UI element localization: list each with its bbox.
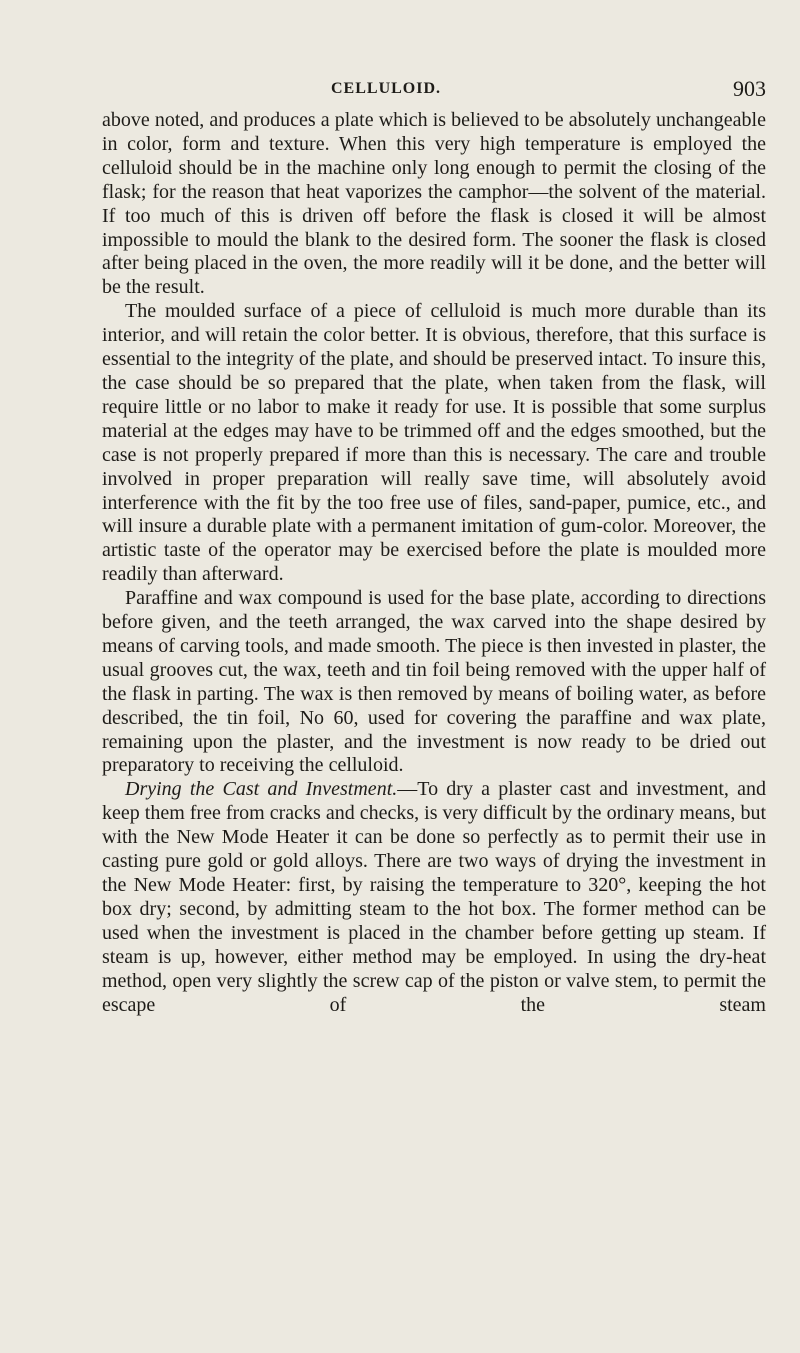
body-text <box>102 109 766 1017</box>
paragraph-paraffine-wax <box>102 587 766 778</box>
running-head <box>102 76 766 106</box>
page-number: 903 <box>733 76 766 101</box>
section-run-in-heading: Drying the Cast and Investment. <box>125 778 398 801</box>
paragraph-continued <box>102 109 766 300</box>
paragraph-text: above noted, and produces a plate which is believed to be absolutely unchangeable in color, form and texture. When this very high temperature is employed the celluloid should be in the machine only long enough to permit the closing of the flask; for the reason that heat vaporizes the camphor—the solvent of the material. If too much of this is driven off before the flask is closed it will be almost impossible to mould the blank to the desired form. The sooner the flask is closed after being placed in the oven, the more readily will it be done, and the better will be the result. <box>102 109 766 299</box>
paragraph-text: Paraffine and wax compound is used for the base plate, according to directions before given, and the teeth arranged, the wax carved into the shape desired by means of carving tools, and made smooth. The piece is then invested in plaster, the usual grooves cut, the wax, teeth and tin foil being removed with the upper half of the flask in parting. The wax is then removed by means of boiling water, as before described, the tin foil, No 60, used for covering the paraffine and wax plate, remaining upon the plaster, and the investment is now ready to be dried out preparatory to receiving the celluloid. <box>102 587 766 777</box>
paragraph-moulded-surface <box>102 300 766 587</box>
paragraph-text: The moulded surface of a piece of celluloid is much more durable than its interior, and will retain the color better. It is obvious, therefore, that this surface is essential to the integrity of the plate, and should be preserved intact. To insure this, the case should be so prepared that the plate, when taken from the flask, will require little or no labor to make it ready for use. It is possible that some surplus material at the edges may have to be trimmed off and the edges smoothed, but the case is not properly prepared if more than this is necessary. The care and trouble involved in proper preparation will really save time, will absolutely avoid interference with the fit by the too free use of files, sand-paper, pumice, etc., and will insure a durable plate with a permanent imitation of gum-color. Moreover, the artistic taste of the operator may be exercised before the plate is moulded more readily than afterward. <box>102 300 766 586</box>
paragraph-text: —To dry a plaster cast and investment, and keep them free from cracks and checks, is very difficult by the ordinary means, but with the New Mode Heater it can be done so perfectly as to permit their use in casting pure gold or gold alloys. There are two ways of drying the investment in the New Mode Heater: first, by raising the temperature to 320°, keeping the hot box dry; second, by admitting steam to the hot box. The former method can be used when the investment is placed in the chamber before getting up steam. If steam is up, however, either method may be employed. In using the dry-heat method, open very slightly the screw cap of the piston or valve stem, to permit the escape of the steam <box>102 778 767 1016</box>
paragraph-drying-cast <box>102 778 766 1017</box>
running-title: CELLULOID. <box>331 80 442 97</box>
